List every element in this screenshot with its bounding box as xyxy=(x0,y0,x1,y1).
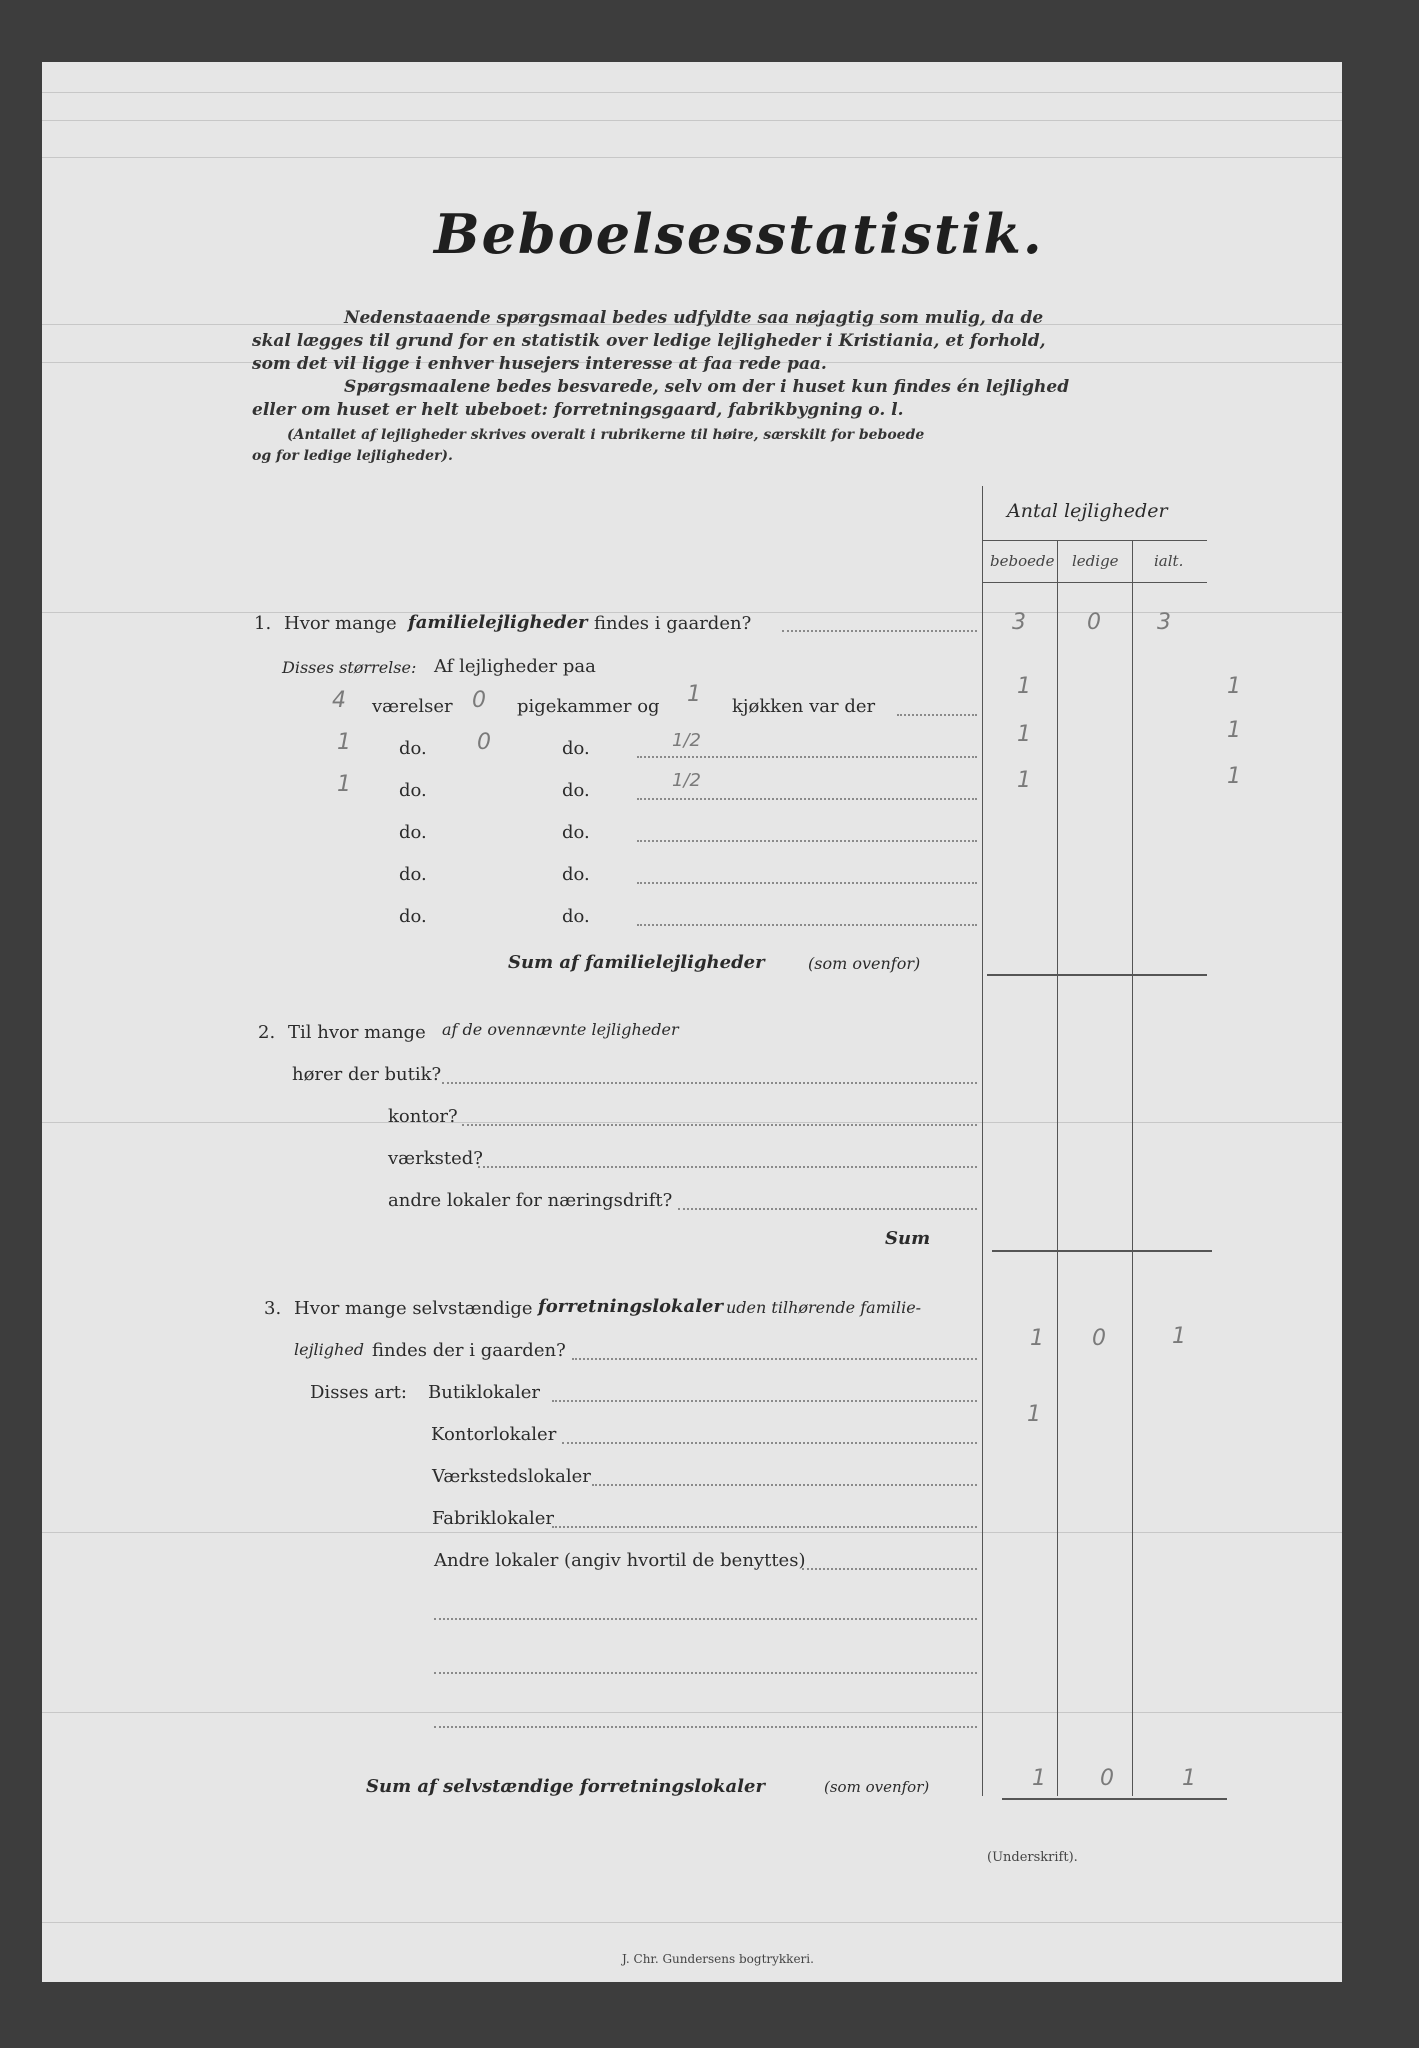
census-form-sheet xyxy=(42,62,1342,1982)
table-header-bottom-rule xyxy=(982,582,1207,583)
q1-answer-beboede: 3 xyxy=(1012,610,1026,635)
q2-item-kontor: kontor? xyxy=(388,1106,458,1127)
row3-do-2: do. xyxy=(562,780,590,801)
table-left-border xyxy=(982,486,983,1796)
q1-answer-ledige: 0 xyxy=(1087,610,1101,635)
q3-sum-beboede: 1 xyxy=(1032,1766,1046,1791)
maid-label: pigekammer og xyxy=(517,696,660,717)
row5-do-1: do. xyxy=(399,864,427,885)
row1-margin: 1 xyxy=(1227,674,1241,699)
intro-line-6: (Antallet af lejligheder skrives overalt i rubrikerne til høire, særskilt for beboede xyxy=(287,427,925,443)
table-header-beboede: beboede xyxy=(990,552,1055,570)
q3-item-fabrik: Fabriklokaler xyxy=(432,1508,555,1529)
row1-beboede: 1 xyxy=(1017,674,1031,699)
q3-sum-rule xyxy=(1002,1798,1227,1800)
q1-sum-note: (som ovenfor) xyxy=(808,954,921,973)
intro-line-2: skal lægges til grund for en statistik over ledige lejligheder i Kristiania, et forhold, xyxy=(252,331,1046,351)
row2-maid: 0 xyxy=(477,730,491,755)
q3-line2: findes der i gaarden? xyxy=(372,1340,566,1361)
q1-text-pre: Hvor mange xyxy=(284,613,397,634)
q3-sum-label: Sum af selvstændige forretningslokaler xyxy=(366,1776,765,1797)
row2-do-1: do. xyxy=(399,738,427,759)
q1-answer-ialt: 3 xyxy=(1157,610,1171,635)
q3-item-vaerksted: Værkstedslokaler xyxy=(432,1466,591,1487)
row1-kitchen: 1 xyxy=(687,682,701,707)
table-col-divider-2 xyxy=(1132,540,1133,1796)
q2-text-pre: Til hvor mange xyxy=(288,1022,426,1043)
q3-answer-ledige: 0 xyxy=(1092,1326,1106,1351)
row2-beboede: 1 xyxy=(1017,722,1031,747)
q3-line2-italic: lejlighed xyxy=(294,1340,365,1359)
kitchen-label: kjøkken var der xyxy=(732,696,876,717)
q2-item-andre: andre lokaler for næringsdrift? xyxy=(388,1190,673,1211)
q2-text-italic: af de ovennævnte lejligheder xyxy=(442,1020,679,1039)
q1-number: 1. xyxy=(254,613,272,634)
q3-text-italic: uden tilhørende familie- xyxy=(726,1298,922,1317)
table-col-divider-1 xyxy=(1057,540,1058,1796)
q3-sum-note: (som ovenfor) xyxy=(824,1778,930,1796)
row5-do-2: do. xyxy=(562,864,590,885)
q3-text-pre: Hvor mange selvstændige xyxy=(294,1298,533,1319)
row2-rooms: 1 xyxy=(337,730,351,755)
q1-sizes-text: Af lejligheder paa xyxy=(434,656,596,677)
q3-answer-beboede: 1 xyxy=(1030,1326,1044,1351)
row4-do-1: do. xyxy=(399,822,427,843)
printer-imprint: J. Chr. Gundersens bogtrykkeri. xyxy=(622,1952,814,1966)
row6-do-1: do. xyxy=(399,906,427,927)
intro-line-7: og for ledige lejligheder). xyxy=(252,448,453,464)
row3-beboede: 1 xyxy=(1017,768,1031,793)
intro-line-4: Spørgsmaalene bedes besvarede, selv om der i huset kun findes én lejlighed xyxy=(344,377,1070,397)
signature-label: (Underskrift). xyxy=(987,1850,1078,1865)
q3-art-label: Disses art: xyxy=(310,1382,407,1403)
row1-maid: 0 xyxy=(472,688,486,713)
q1-sizes-label: Disses størrelse: xyxy=(282,658,417,677)
q3-sum-ledige: 0 xyxy=(1100,1766,1114,1791)
q3-item-butik: Butiklokaler xyxy=(428,1382,540,1403)
q3-item-andre: Andre lokaler (angiv hvortil de benyttes) xyxy=(434,1550,806,1571)
q3-butik-answer: 1 xyxy=(1027,1402,1041,1427)
q1-sum-label: Sum af familielejligheder xyxy=(508,952,765,973)
q2-sum-rule xyxy=(992,1250,1212,1252)
row3-rooms: 1 xyxy=(337,772,351,797)
q3-item-kontor: Kontorlokaler xyxy=(431,1424,557,1445)
q2-number: 2. xyxy=(258,1022,276,1043)
row2-margin: 1 xyxy=(1227,718,1241,743)
row4-do-2: do. xyxy=(562,822,590,843)
q2-item-vaerksted: værksted? xyxy=(388,1148,483,1169)
q3-number: 3. xyxy=(264,1298,282,1319)
q2-sum-label: Sum xyxy=(885,1228,931,1249)
table-header-group: Antal lejligheder xyxy=(1007,500,1168,522)
row3-do-1: do. xyxy=(399,780,427,801)
q1-text-emphasis: familielejligheder xyxy=(408,612,588,633)
q3-text-emphasis: forretningslokaler xyxy=(538,1296,723,1317)
row2-kitchen: 1/2 xyxy=(672,730,701,751)
row2-do-2: do. xyxy=(562,738,590,759)
form-title: Beboelsesstatistik. xyxy=(434,202,1044,266)
table-header-rule xyxy=(982,540,1207,541)
intro-line-1: Nedenstaaende spørgsmaal bedes udfyldte saa nøjagtig som mulig, da de xyxy=(344,308,1044,328)
row1-rooms: 4 xyxy=(332,688,346,713)
q1-sum-rule xyxy=(987,974,1207,976)
intro-line-5: eller om huset er helt ubeboet: forretningsgaard, fabrikbygning o. l. xyxy=(252,400,904,420)
intro-line-3: som det vil ligge i enhver husejers interesse at faa rede paa. xyxy=(252,354,827,374)
table-header-ialt: ialt. xyxy=(1154,552,1184,570)
q1-text-post: findes i gaarden? xyxy=(594,613,752,634)
rooms-label: værelser xyxy=(372,696,453,717)
table-header-ledige: ledige xyxy=(1072,552,1119,570)
row3-margin: 1 xyxy=(1227,764,1241,789)
row6-do-2: do. xyxy=(562,906,590,927)
row3-kitchen: 1/2 xyxy=(672,770,701,791)
q3-answer-ialt: 1 xyxy=(1172,1324,1186,1349)
q2-item-butik: hører der butik? xyxy=(292,1064,442,1085)
q3-sum-ialt: 1 xyxy=(1182,1766,1196,1791)
